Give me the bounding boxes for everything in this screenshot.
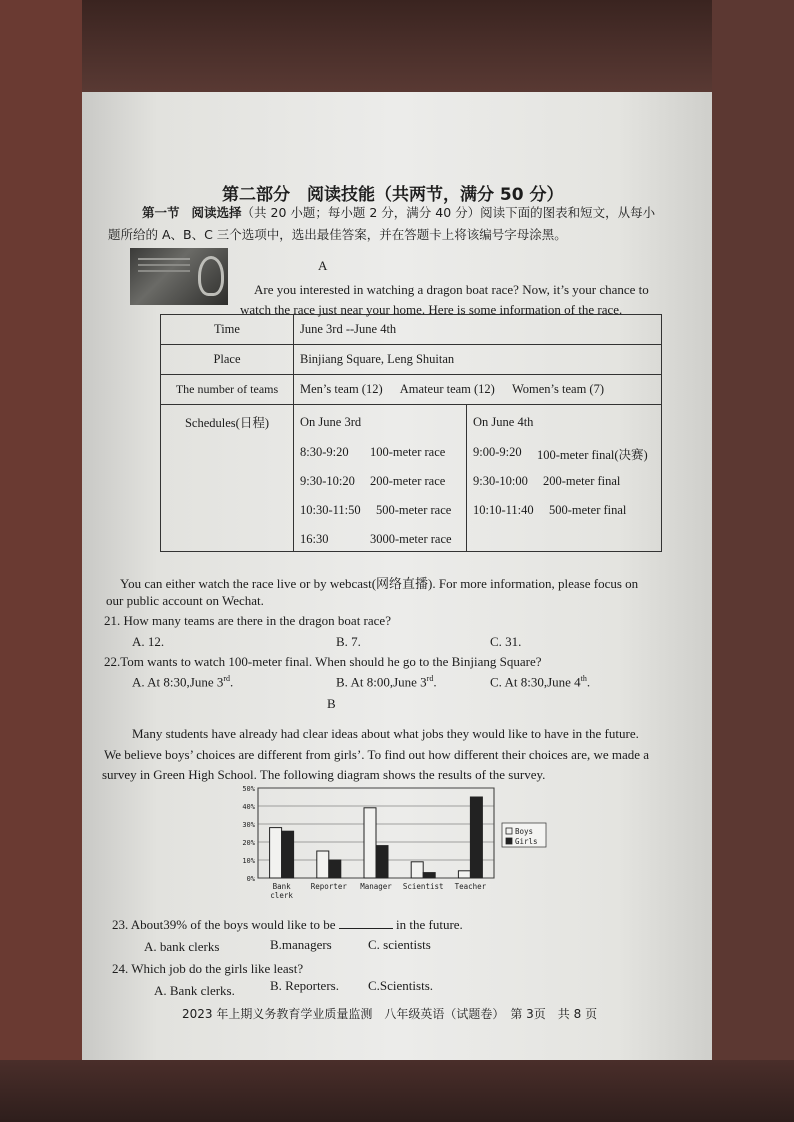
section-intro-line1 (142, 203, 655, 221)
team-entry: Amateur team (12) (399, 382, 495, 396)
ordinal-suffix: th (580, 674, 587, 683)
legend-label: Boys (515, 827, 534, 836)
q23-option-c: C. scientists (368, 937, 431, 952)
bar-boys (364, 808, 376, 878)
option-text: C. At 8:30,June 4 (490, 674, 581, 690)
q22-stem: 22.Tom wants to watch 100-meter final. When should he go to the Binjiang Square? (104, 654, 542, 669)
teams-label: The number of teams (161, 375, 294, 405)
passage-b-p1: Many students have already had clear ideas about what jobs they would like to have in the future. (132, 726, 639, 741)
section-instructions: （共 20 小题；每小题 2 分，满分 40 分）阅读下面的图表和短文，从每小 (241, 205, 656, 220)
table-row (161, 345, 662, 375)
x-tick-label: Scientist (402, 882, 444, 891)
background-top (0, 0, 794, 95)
ordinal-suffix: rd (223, 674, 231, 683)
legend-label: Girls (515, 837, 538, 846)
q24-option-c: C.Scientists. (368, 978, 434, 993)
q24-option-b: B. Reporters. (270, 978, 339, 993)
schedule-cell (294, 405, 662, 552)
passage-b-p2: We believe boys’ choices are different from girls’. To find out how different their choices are, we made a (104, 747, 650, 762)
bar-girls (423, 873, 435, 878)
day1-title: On June 3rd (300, 415, 362, 429)
option-end: . (230, 674, 234, 690)
bar-boys (411, 862, 423, 878)
q22-option-b (336, 674, 437, 690)
schedule-event: 500-meter race (376, 503, 452, 517)
x-tick-label: clerk (270, 891, 293, 900)
background-right (712, 0, 794, 1122)
q22-option-c (490, 674, 590, 690)
schedule-event: 200-meter final (543, 474, 621, 488)
schedule-event: 500-meter final (549, 503, 627, 517)
option-end: . (586, 674, 591, 690)
q24-stem: 24. Which job do the girls like least? (112, 961, 304, 976)
bar-boys (458, 871, 470, 878)
section-label: 第一节 (142, 205, 180, 220)
bar-girls (376, 846, 388, 878)
section-intro-line2: 题所给的 A、B、C 三个选项中，选出最佳答案，并在答题卡上将该编号字母涂黑。 (108, 227, 567, 242)
y-tick-label: 10% (242, 857, 255, 865)
passage-a-intro-2: watch the race just near your home. Here is some information of the race. (240, 302, 623, 317)
passage-a-outro-1: You can either watch the race live or by webcast(网络直播). For more information, please focus on (120, 576, 639, 591)
option-text: B. At 8:00,June 3 (336, 674, 427, 690)
q22-option-a (132, 674, 233, 690)
schedule-event: 3000-meter race (370, 532, 452, 546)
team-entry: Men’s team (12) (300, 382, 383, 396)
x-tick-label: Manager (360, 882, 392, 891)
place-label: Place (161, 345, 294, 375)
bar-girls (329, 860, 341, 878)
q21-option-c: C. 31. (490, 634, 522, 649)
table-row (161, 405, 662, 552)
schedule-day1 (294, 405, 466, 551)
part-heading: 第二部分 阅读技能（共两节，满分 50 分） (222, 185, 564, 205)
bar-girls (470, 797, 482, 878)
passage-b-p3: survey in Green High School. The following diagram shows the results of the survey. (102, 767, 546, 782)
team-entry: Women’s team (7) (511, 382, 605, 396)
schedule-label: Schedules(日程) (161, 405, 294, 552)
schedule-time: 16:30 (300, 532, 329, 546)
q23-stem (112, 917, 463, 933)
q21-stem: 21. How many teams are there in the dragon boat race? (104, 613, 391, 628)
time-value: June 3rd --June 4th (294, 315, 662, 345)
option-text: A. At 8:30,June 3 (132, 674, 224, 690)
ordinal-suffix: rd (426, 674, 434, 683)
schedule-time: 10:10-11:40 (473, 503, 534, 517)
y-tick-label: 0% (246, 875, 255, 883)
passage-b-label: B (327, 696, 336, 711)
q23-stem-b: in the future. (396, 917, 463, 932)
jobs-survey-chart (232, 780, 552, 910)
schedule-event: 100-meter race (370, 445, 446, 459)
schedule-time: 9:30-10:00 (473, 474, 528, 488)
legend-swatch (506, 838, 512, 844)
table-row (161, 375, 662, 405)
schedule-time: 9:30-10:20 (300, 474, 355, 488)
schedule-event: 200-meter race (370, 474, 446, 488)
q24-option-a: A. Bank clerks. (154, 983, 235, 998)
x-tick-label: Teacher (454, 882, 487, 891)
schedule-event: 100-meter final(决赛) (537, 448, 648, 462)
q21-option-b: B. 7. (336, 634, 361, 649)
background-left (0, 0, 82, 1122)
q23-stem-a: 23. About39% of the boys would like to be (112, 917, 336, 932)
passage-a-outro-2: our public account on Wechat. (106, 593, 264, 608)
option-end: . (433, 674, 437, 690)
background-bottom (0, 1060, 794, 1122)
bar-boys (317, 851, 329, 878)
y-tick-label: 20% (242, 839, 255, 847)
bar-boys (270, 828, 282, 878)
race-info-table (160, 314, 662, 552)
bar-girls (282, 831, 294, 878)
schedule-time: 8:30-9:20 (300, 445, 349, 459)
section-title: 阅读选择 (191, 205, 242, 220)
exam-page (82, 92, 712, 1060)
photo-caption-lines (138, 258, 190, 260)
x-tick-label: Reporter (310, 882, 347, 891)
dragon-boat-photo (130, 248, 228, 305)
answer-blank (339, 928, 393, 929)
legend-swatch (506, 828, 512, 834)
schedule-time: 10:30-11:50 (300, 503, 361, 517)
q23-option-b: B.managers (270, 937, 332, 952)
schedule-day2 (466, 405, 663, 551)
place-value: Binjiang Square, Leng Shuitan (294, 345, 662, 375)
y-tick-label: 50% (242, 785, 255, 793)
page-footer: 2023 年上期义务教育学业质量监测 八年级英语（试题卷） 第 3页 共 8 页 (182, 1007, 598, 1021)
time-label: Time (161, 315, 294, 345)
day2-title: On June 4th (473, 415, 534, 429)
dragon-icon (198, 256, 224, 296)
schedule-time: 9:00-9:20 (473, 445, 522, 459)
q21-option-a: A. 12. (132, 634, 165, 649)
y-tick-label: 30% (242, 821, 255, 829)
passage-a-label: A (318, 258, 328, 273)
teams-value (294, 375, 662, 405)
table-row (161, 315, 662, 345)
q23-option-a: A. bank clerks (144, 939, 220, 954)
x-tick-label: Bank (272, 882, 291, 891)
passage-a-intro-1: Are you interested in watching a dragon boat race? Now, it’s your chance to (254, 282, 649, 297)
y-tick-label: 40% (242, 803, 255, 811)
